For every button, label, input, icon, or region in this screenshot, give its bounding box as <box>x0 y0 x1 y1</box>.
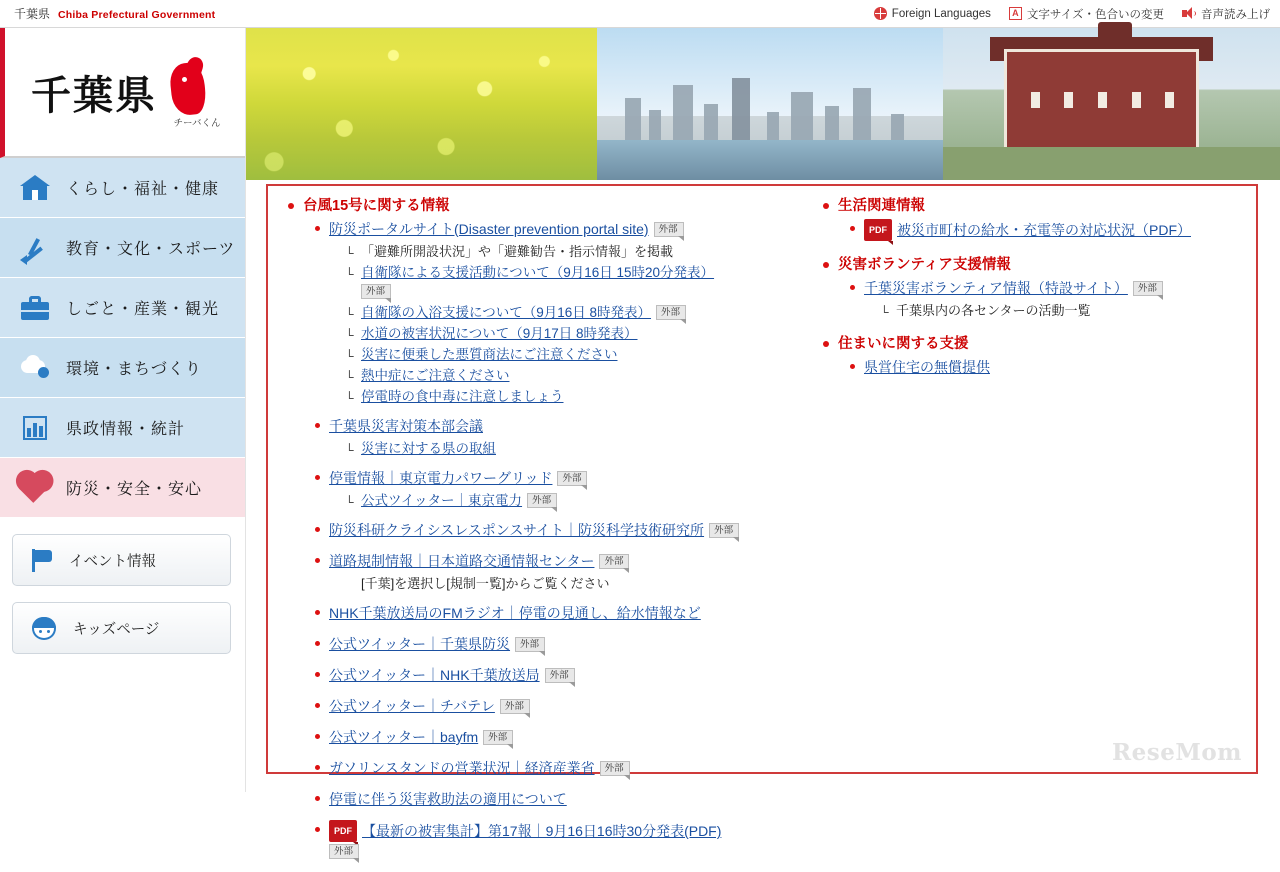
site-name-jp: 千葉県 <box>14 7 51 21</box>
list-item <box>345 439 791 458</box>
corner-icon: └ <box>345 495 354 509</box>
chart-icon <box>18 413 52 443</box>
list-item <box>315 758 791 779</box>
hero-image-city-skyline <box>597 28 943 180</box>
mascot-label: チーバくん <box>173 118 221 129</box>
section-living-info <box>821 196 1242 241</box>
foreign-languages-link[interactable] <box>874 7 991 20</box>
living-info-list <box>838 219 1242 241</box>
globe-icon <box>874 7 887 20</box>
section-heading: 住まいに関する支援 <box>838 336 969 352</box>
sidebar-nav <box>0 158 245 518</box>
hero-banner <box>246 28 1280 180</box>
pdf-icon: PDF <box>864 219 892 241</box>
list-item <box>315 820 791 862</box>
bullet-icon <box>823 203 829 209</box>
corner-icon: └ <box>345 370 354 384</box>
bullet-icon <box>315 641 320 646</box>
external-badge: 外部 <box>600 761 630 776</box>
corner-icon: └ <box>345 443 354 457</box>
sub-list <box>329 491 791 510</box>
list-item <box>345 387 791 406</box>
corner-icon: └ <box>345 246 354 260</box>
read-aloud-label: 音声読み上げ <box>1201 8 1270 21</box>
section-volunteer-support <box>821 255 1242 320</box>
list-item <box>315 416 791 458</box>
list-item <box>345 324 791 343</box>
top-utility-bar <box>0 0 1280 28</box>
external-badge: 外部 <box>709 523 739 538</box>
external-badge: 外部 <box>654 222 684 237</box>
external-badge: 外部 <box>527 493 557 508</box>
external-badge: 外部 <box>656 305 686 320</box>
list-item <box>345 345 791 364</box>
external-badge: 外部 <box>500 699 530 714</box>
pdf-icon: PDF <box>329 820 357 842</box>
external-badge: 外部 <box>483 730 513 745</box>
corner-icon: └ <box>345 349 354 363</box>
heart-icon <box>18 473 52 503</box>
list-item <box>850 357 1242 378</box>
list-item <box>345 242 791 261</box>
logo-text: 千葉県 <box>31 71 157 119</box>
corner-icon: └ <box>345 267 354 281</box>
list-item <box>850 219 1242 241</box>
list-item <box>315 468 791 510</box>
housing-list <box>838 357 1242 378</box>
link-fraud-warning[interactable]: 災害に便乗した悪質商法にご注意ください <box>361 347 618 362</box>
link-sdf-bathing-support[interactable]: 自衛隊の入浴支援について（9月16日 8時発表） <box>361 305 652 320</box>
pen-icon <box>18 233 52 263</box>
kids-page-label: キッズページ <box>73 621 160 638</box>
bullet-icon <box>850 364 855 369</box>
link-sdf-support-0916[interactable]: 自衛隊による支援活動について（9月16日 15時20分発表） <box>361 265 715 280</box>
utility-links <box>874 6 1270 22</box>
link-twitter-chibatele[interactable]: 公式ツイッター｜チバテレ <box>329 698 495 714</box>
external-badge: 外部 <box>557 471 587 486</box>
sidebar-item-label: 教育・文化・スポーツ <box>66 241 236 258</box>
bullet-icon <box>315 610 320 615</box>
external-badge: 外部 <box>599 554 629 569</box>
link-gas-station-status[interactable]: ガソリンスタンドの営業状況｜経済産業省 <box>329 760 595 776</box>
link-power-outage-tepco[interactable]: 停電情報｜東京電力パワーグリッド <box>329 470 553 486</box>
watermark: ReseMom <box>1112 739 1242 766</box>
list-item <box>315 520 791 541</box>
list-item <box>315 634 791 655</box>
list-item <box>315 696 791 717</box>
letter-a-icon: A <box>1009 7 1022 20</box>
text-size-color-label: 文字サイズ・色合いの変更 <box>1026 8 1164 21</box>
sidebar-item-environment-townplanning[interactable] <box>0 338 245 398</box>
external-badge: 外部 <box>515 637 545 652</box>
link-water-charging-status[interactable]: 被災市町村の給水・充電等の対応状況（PDF） <box>897 222 1191 238</box>
bullet-icon <box>823 341 829 347</box>
sidebar-item-label: 環境・まちづくり <box>66 361 202 378</box>
event-info-button[interactable] <box>12 534 231 586</box>
text-road-instructions: [千葉]を選択し[規制一覧]からご覧ください <box>361 576 610 591</box>
section-heading: 生活関連情報 <box>838 198 925 214</box>
list-item <box>315 219 791 406</box>
right-section-list <box>821 196 1242 378</box>
bullet-icon <box>315 734 320 739</box>
sidebar-item-living-welfare-health[interactable] <box>0 158 245 218</box>
external-badge: 外部 <box>361 284 391 299</box>
external-badge: 外部 <box>1133 281 1163 296</box>
hero-image-rapeseed-field <box>246 28 597 180</box>
speaker-icon <box>1182 7 1196 20</box>
link-free-public-housing[interactable]: 県営住宅の無償提供 <box>864 359 990 375</box>
bullet-icon <box>850 226 855 231</box>
sidebar-item-label: しごと・産業・観光 <box>66 301 220 318</box>
link-food-poisoning-warning[interactable]: 停電時の食中毒に注意しましょう <box>361 389 564 404</box>
sidebar-item-work-industry-tourism[interactable] <box>0 278 245 338</box>
sidebar-item-label: 県政情報・統計 <box>66 421 186 438</box>
site-name-en: Chiba Prefectural Government <box>58 9 216 21</box>
list-item <box>315 603 791 624</box>
link-chiba-volunteer-site[interactable]: 千葉災害ボランティア情報（特設サイト） <box>864 280 1128 296</box>
link-twitter-tepco[interactable]: 公式ツイッター｜東京電力 <box>361 493 523 508</box>
link-twitter-nhk-chiba[interactable]: 公式ツイッター｜NHK千葉放送局 <box>329 667 540 683</box>
list-item <box>345 263 791 301</box>
sub-list <box>329 439 791 458</box>
sidebar-item-government-statistics[interactable] <box>0 398 245 458</box>
list-item <box>345 303 791 322</box>
section-heading: 台風15号に関する情報 <box>303 198 450 214</box>
link-disaster-relief-act[interactable]: 停電に伴う災害救助法の適用について <box>329 791 567 807</box>
flag-icon <box>29 547 55 573</box>
sidebar-item-label: 防災・安全・安心 <box>66 481 203 498</box>
site-identity <box>14 5 215 22</box>
link-crisis-response-site[interactable]: 防災科研クライシスレスポンスサイト｜防災科学技術研究所 <box>329 522 705 538</box>
sidebar-item-label: くらし・福祉・健康 <box>66 181 220 198</box>
sub-list <box>329 574 791 593</box>
text-shelter-status: 「避難所開設状況」や「避難勧告・指示情報」を掲載 <box>361 244 674 259</box>
link-prefecture-efforts[interactable]: 災害に対する県の取組 <box>361 441 496 456</box>
panel-right-column <box>791 196 1242 872</box>
list-item <box>315 551 791 593</box>
link-water-damage-status[interactable]: 水道の被害状況について（9月17日 8時発表） <box>361 326 638 341</box>
event-info-label: イベント情報 <box>69 553 156 570</box>
external-badge: 外部 <box>545 668 575 683</box>
list-item <box>850 278 1242 320</box>
list-item <box>345 574 791 593</box>
briefcase-icon <box>18 293 52 323</box>
typhoon-link-list <box>303 219 791 862</box>
chiba-kun-mascot-icon <box>163 57 219 127</box>
link-nhk-fm-radio[interactable]: NHK千葉放送局のFMラジオ｜停電の見通し、給水情報など <box>329 605 701 621</box>
read-aloud-link[interactable] <box>1182 6 1270 22</box>
section-typhoon15 <box>286 196 791 862</box>
sub-list <box>864 301 1242 320</box>
sidebar-item-disaster-safety[interactable] <box>0 458 245 518</box>
section-heading: 災害ボランティア支援情報 <box>838 257 1011 273</box>
left-section-list <box>286 196 791 862</box>
corner-icon: └ <box>345 391 354 405</box>
hero-image-historic-building <box>943 28 1280 180</box>
corner-icon: └ <box>345 328 354 342</box>
bullet-icon <box>315 796 320 801</box>
bullet-icon <box>850 285 855 290</box>
bullet-icon <box>315 558 320 563</box>
corner-icon: └ <box>880 305 889 319</box>
page-body <box>0 28 1280 857</box>
list-item <box>345 366 791 385</box>
panel-left-column <box>286 196 791 872</box>
section-housing-support <box>821 334 1242 378</box>
text-size-color-link[interactable] <box>1009 6 1164 22</box>
bullet-icon <box>823 262 829 268</box>
bullet-icon <box>315 672 320 677</box>
bullet-icon <box>315 423 320 428</box>
disaster-info-panel <box>266 184 1258 857</box>
text-center-activity-list: 千葉県内の各センターの活動一覧 <box>896 303 1091 318</box>
bullet-icon <box>315 827 320 832</box>
bullet-icon <box>315 527 320 532</box>
external-badge: 外部 <box>329 844 359 859</box>
sidebar <box>0 28 246 792</box>
bullet-icon <box>288 203 294 209</box>
list-item <box>345 491 791 510</box>
home-icon <box>18 173 52 203</box>
sub-list <box>329 242 791 406</box>
corner-icon: └ <box>345 307 354 321</box>
site-logo[interactable] <box>0 28 245 158</box>
link-twitter-chiba-bousai[interactable]: 公式ツイッター｜千葉県防災 <box>329 636 511 652</box>
volunteer-list <box>838 278 1242 320</box>
bullet-icon <box>315 475 320 480</box>
link-heatstroke-warning[interactable]: 熱中症にご注意ください <box>361 368 510 383</box>
list-item <box>315 727 791 748</box>
sidebar-item-education-culture-sports[interactable] <box>0 218 245 278</box>
link-road-restriction-jartic[interactable]: 道路規制情報｜日本道路交通情報センター <box>329 553 595 569</box>
link-disaster-portal[interactable]: 防災ポータルサイト(Disaster prevention portal site) <box>329 221 649 237</box>
kids-page-button[interactable] <box>12 602 231 654</box>
list-item <box>315 665 791 686</box>
link-damage-summary-report17[interactable]: 【最新の被害集計】第17報｜9月16日16時30分発表(PDF) <box>362 823 722 839</box>
kids-icon <box>29 614 59 642</box>
link-twitter-bayfm[interactable]: 公式ツイッター｜bayfm <box>329 729 479 745</box>
foreign-languages-label: Foreign Languages <box>891 7 991 20</box>
bullet-icon <box>315 703 320 708</box>
link-disaster-hq-meeting[interactable]: 千葉県災害対策本部会議 <box>329 418 483 434</box>
cloud-icon <box>18 353 52 383</box>
bullet-icon <box>315 226 320 231</box>
list-item <box>315 789 791 810</box>
list-item <box>880 301 1242 320</box>
bullet-icon <box>315 765 320 770</box>
main-content <box>246 28 1280 857</box>
